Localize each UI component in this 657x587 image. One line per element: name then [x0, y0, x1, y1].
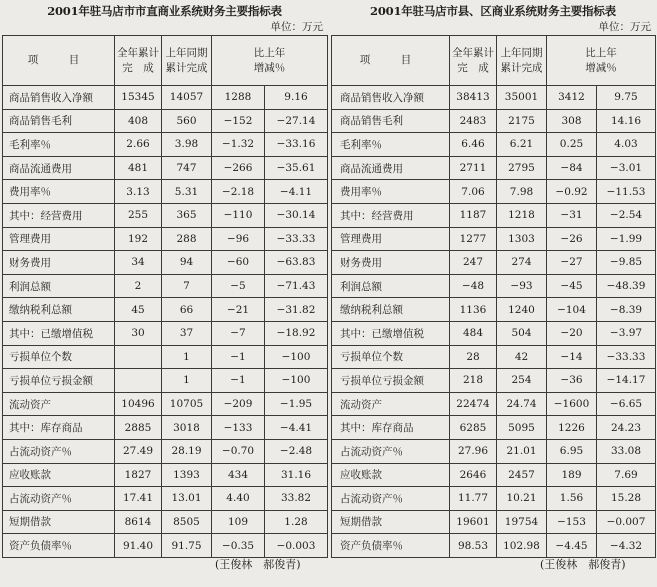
change-percent: −48.39 — [597, 274, 656, 298]
row-label: 其中：经营费用 — [332, 203, 450, 227]
change-amount: −1 — [212, 369, 265, 393]
row-label: 短期借款 — [332, 510, 450, 534]
row-label: 其中：库存商品 — [332, 416, 450, 440]
row-label: 亏损单位个数 — [3, 345, 115, 369]
table-row — [332, 203, 656, 227]
row-label: 其中：已缴增值税 — [332, 321, 450, 345]
previous-year-value: 35001 — [497, 86, 547, 110]
table-row — [3, 463, 328, 487]
change-percent: −2.48 — [265, 439, 328, 463]
right-table-panel — [331, 4, 655, 558]
cumulative-value: 22474 — [450, 392, 497, 416]
cumulative-value: 481 — [115, 156, 162, 180]
cumulative-value: 19601 — [450, 510, 497, 534]
change-percent: −18.92 — [265, 321, 328, 345]
cumulative-value: 45 — [115, 298, 162, 322]
table-row — [3, 416, 328, 440]
previous-year-value: 560 — [162, 109, 212, 133]
previous-year-value: 102.98 — [497, 534, 547, 558]
change-amount: 3412 — [547, 86, 597, 110]
change-amount: −5 — [212, 274, 265, 298]
row-label: 管理费用 — [332, 227, 450, 251]
previous-year-value: 274 — [497, 251, 547, 275]
change-percent: 1.28 — [265, 510, 328, 534]
table-row — [332, 133, 656, 157]
right-table-body — [332, 86, 656, 558]
previous-year-header-line1: 上年同期 — [165, 46, 208, 59]
row-label: 管理费用 — [3, 227, 115, 251]
change-percent: 15.28 — [597, 487, 656, 511]
change-amount: −209 — [212, 392, 265, 416]
cumulative-header-line1: 全年累计 — [117, 46, 159, 59]
item-header: 项 目 — [3, 36, 115, 86]
row-label: 利润总额 — [3, 274, 115, 298]
change-percent: 9.75 — [597, 86, 656, 110]
cumulative-value: 6.46 — [450, 133, 497, 157]
previous-year-value: 91.75 — [162, 534, 212, 558]
change-percent: 33.82 — [265, 487, 328, 511]
change-header-line1: 比上年 — [253, 46, 286, 59]
change-amount: −84 — [547, 156, 597, 180]
table-row — [3, 156, 328, 180]
previous-year-value: 1393 — [162, 463, 212, 487]
change-amount: −45 — [547, 274, 597, 298]
row-label: 流动资产 — [332, 392, 450, 416]
cumulative-value: 1277 — [450, 227, 497, 251]
cumulative-value: 6285 — [450, 416, 497, 440]
cumulative-value: 91.40 — [115, 534, 162, 558]
row-label: 商品销售收入净额 — [332, 86, 450, 110]
cumulative-value: 8614 — [115, 510, 162, 534]
change-amount: −110 — [212, 203, 265, 227]
change-percent: 7.69 — [597, 463, 656, 487]
left-table-body — [3, 86, 328, 558]
change-amount: −153 — [547, 510, 597, 534]
cumulative-value: 7.06 — [450, 180, 497, 204]
previous-year-value: 6.21 — [497, 133, 547, 157]
cumulative-header-line1: 全年累计 — [452, 46, 494, 59]
change-percent: −31.82 — [265, 298, 328, 322]
previous-year-value: 1 — [162, 369, 212, 393]
change-percent: −4.32 — [597, 534, 656, 558]
left-footer-authors: (王俊林 郝俊青) — [215, 558, 301, 571]
previous-year-header-line2: 累计完成 — [165, 61, 208, 74]
row-label: 占流动资产％ — [332, 439, 450, 463]
change-amount: 109 — [212, 510, 265, 534]
change-amount: −31 — [547, 203, 597, 227]
previous-year-value: 1240 — [497, 298, 547, 322]
change-percent: −4.41 — [265, 416, 328, 440]
right-footer-authors: (王俊林 郝俊青) — [540, 558, 626, 571]
change-percent: −35.61 — [265, 156, 328, 180]
previous-year-value: 747 — [162, 156, 212, 180]
change-percent: −30.14 — [265, 203, 328, 227]
previous-year-value: 19754 — [497, 510, 547, 534]
previous-year-value: 8505 — [162, 510, 212, 534]
table-row — [332, 345, 656, 369]
cumulative-value: 2711 — [450, 156, 497, 180]
change-percent: 31.16 — [265, 463, 328, 487]
right-table-title: 2001年驻马店市县、区商业系统财务主要指标表 — [370, 4, 616, 18]
change-header-line1: 比上年 — [585, 46, 617, 59]
cumulative-value: 38413 — [450, 86, 497, 110]
row-label: 商品销售毛利 — [3, 109, 115, 133]
change-amount: −21 — [212, 298, 265, 322]
table-row — [3, 203, 328, 227]
cumulative-value: 2646 — [450, 463, 497, 487]
change-percent: −11.53 — [597, 180, 656, 204]
row-label: 毛利率％ — [332, 133, 450, 157]
previous-year-value: 13.01 — [162, 487, 212, 511]
table-row — [3, 274, 328, 298]
change-amount: 1.56 — [547, 487, 597, 511]
row-label: 应收账款 — [3, 463, 115, 487]
table-row — [332, 510, 656, 534]
cumulative-value: 15345 — [115, 86, 162, 110]
previous-year-value: 7 — [162, 274, 212, 298]
change-amount: 189 — [547, 463, 597, 487]
cumulative-value: 218 — [450, 369, 497, 393]
row-label: 其中：已缴增值税 — [3, 321, 115, 345]
row-label: 商品流通费用 — [3, 156, 115, 180]
previous-year-value: 5.31 — [162, 180, 212, 204]
change-percent: −71.43 — [265, 274, 328, 298]
cumulative-value: 1187 — [450, 203, 497, 227]
previous-year-value: 42 — [497, 345, 547, 369]
change-percent: −3.97 — [597, 321, 656, 345]
table-row — [3, 321, 328, 345]
table-row — [3, 86, 328, 110]
table-row — [332, 251, 656, 275]
row-label: 毛利率％ — [3, 133, 115, 157]
table-row — [3, 392, 328, 416]
change-amount: −0.92 — [547, 180, 597, 204]
change-percent: −9.85 — [597, 251, 656, 275]
change-amount: −0.70 — [212, 439, 265, 463]
previous-year-value: 7.98 — [497, 180, 547, 204]
previous-year-header — [497, 36, 547, 86]
cumulative-value: 1136 — [450, 298, 497, 322]
item-header: 项 目 — [332, 36, 450, 86]
cumulative-value: 17.41 — [115, 487, 162, 511]
right-unit-label: 单位：万元 — [598, 21, 651, 33]
left-finance-table — [2, 35, 328, 558]
cumulative-value: 98.53 — [450, 534, 497, 558]
cumulative-value: 10496 — [115, 392, 162, 416]
row-label: 亏损单位亏损金额 — [3, 369, 115, 393]
table-row — [3, 133, 328, 157]
left-table-title: 2001年驻马店市市直商业系统财务主要指标表 — [47, 4, 282, 18]
left-header-row — [3, 36, 328, 86]
change-amount: 434 — [212, 463, 265, 487]
cumulative-value: 2885 — [115, 416, 162, 440]
row-label: 缴纳税利总额 — [332, 298, 450, 322]
change-percent: −0.007 — [597, 510, 656, 534]
previous-year-header — [162, 36, 212, 86]
previous-year-value: 2795 — [497, 156, 547, 180]
change-amount: −14 — [547, 345, 597, 369]
previous-year-value: 254 — [497, 369, 547, 393]
table-row — [332, 463, 656, 487]
previous-year-value: 3018 — [162, 416, 212, 440]
row-label: 资产负债率％ — [3, 534, 115, 558]
cumulative-header-line2: 完 成 — [457, 61, 489, 74]
cumulative-value: 34 — [115, 251, 162, 275]
cumulative-value: 2483 — [450, 109, 497, 133]
table-row — [332, 109, 656, 133]
table-row — [3, 439, 328, 463]
change-percent: −33.33 — [597, 345, 656, 369]
cumulative-header — [450, 36, 497, 86]
previous-year-value: 94 — [162, 251, 212, 275]
table-row — [3, 298, 328, 322]
previous-year-value: 14057 — [162, 86, 212, 110]
cumulative-value: 408 — [115, 109, 162, 133]
previous-year-value: 1 — [162, 345, 212, 369]
left-table-panel — [2, 4, 327, 558]
change-amount: 4.40 — [212, 487, 265, 511]
change-amount: −1600 — [547, 392, 597, 416]
cumulative-header — [115, 36, 162, 86]
row-label: 其中：库存商品 — [3, 416, 115, 440]
change-percent: −8.39 — [597, 298, 656, 322]
previous-year-value: 10.21 — [497, 487, 547, 511]
previous-year-value: 365 — [162, 203, 212, 227]
row-label: 其中：经营费用 — [3, 203, 115, 227]
row-label: 财务费用 — [3, 251, 115, 275]
change-header-line2: 增减％ — [253, 61, 286, 74]
table-row — [332, 298, 656, 322]
row-label: 资产负债率％ — [332, 534, 450, 558]
cumulative-value: 11.77 — [450, 487, 497, 511]
row-label: 费用率％ — [3, 180, 115, 204]
row-label: 财务费用 — [332, 251, 450, 275]
previous-year-value: 1303 — [497, 227, 547, 251]
change-amount: −1 — [212, 345, 265, 369]
change-percent: −33.16 — [265, 133, 328, 157]
cumulative-value — [115, 369, 162, 393]
change-amount: −27 — [547, 251, 597, 275]
row-label: 商品销售毛利 — [332, 109, 450, 133]
row-label: 利润总额 — [332, 274, 450, 298]
table-row — [3, 369, 328, 393]
previous-year-value: 66 — [162, 298, 212, 322]
left-unit-label: 单位：万元 — [270, 21, 323, 33]
table-row — [3, 510, 328, 534]
previous-year-value: 24.74 — [497, 392, 547, 416]
row-label: 缴纳税利总额 — [3, 298, 115, 322]
cumulative-value: 28 — [450, 345, 497, 369]
table-row — [332, 180, 656, 204]
change-amount: −133 — [212, 416, 265, 440]
previous-year-value: 5095 — [497, 416, 547, 440]
cumulative-value: 27.49 — [115, 439, 162, 463]
row-label: 短期借款 — [3, 510, 115, 534]
table-row — [332, 369, 656, 393]
previous-year-value: 2175 — [497, 109, 547, 133]
change-amount: −104 — [547, 298, 597, 322]
change-header — [212, 36, 328, 86]
previous-year-value: 288 — [162, 227, 212, 251]
cumulative-value: 255 — [115, 203, 162, 227]
change-percent: 9.16 — [265, 86, 328, 110]
cumulative-value: 1827 — [115, 463, 162, 487]
table-row — [3, 227, 328, 251]
row-label: 商品流通费用 — [332, 156, 450, 180]
table-row — [332, 227, 656, 251]
change-amount: −4.45 — [547, 534, 597, 558]
previous-year-value: 3.98 — [162, 133, 212, 157]
change-amount: −60 — [212, 251, 265, 275]
previous-year-value: 2457 — [497, 463, 547, 487]
table-row — [332, 321, 656, 345]
change-amount: −7 — [212, 321, 265, 345]
table-row — [332, 534, 656, 558]
table-row — [332, 487, 656, 511]
table-row — [332, 439, 656, 463]
change-amount: −152 — [212, 109, 265, 133]
cumulative-header-line2: 完 成 — [122, 61, 154, 74]
row-label: 占流动资产％ — [3, 439, 115, 463]
change-percent: −100 — [265, 345, 328, 369]
change-amount: 6.95 — [547, 439, 597, 463]
table-row — [3, 345, 328, 369]
change-percent: −3.01 — [597, 156, 656, 180]
change-header — [547, 36, 656, 86]
table-row — [332, 86, 656, 110]
row-label: 占流动资产％ — [332, 487, 450, 511]
cumulative-value: 27.96 — [450, 439, 497, 463]
table-row — [3, 487, 328, 511]
change-amount: 1288 — [212, 86, 265, 110]
change-percent: −63.83 — [265, 251, 328, 275]
change-percent: −27.14 — [265, 109, 328, 133]
row-label: 亏损单位个数 — [332, 345, 450, 369]
change-amount: −2.18 — [212, 180, 265, 204]
table-row — [332, 392, 656, 416]
row-label: 费用率％ — [332, 180, 450, 204]
change-amount: 1226 — [547, 416, 597, 440]
change-percent: 4.03 — [597, 133, 656, 157]
change-amount: −0.35 — [212, 534, 265, 558]
change-percent: −6.65 — [597, 392, 656, 416]
previous-year-header-line2: 累计完成 — [500, 61, 543, 74]
previous-year-value: 28.19 — [162, 439, 212, 463]
previous-year-value: 37 — [162, 321, 212, 345]
change-percent: −14.17 — [597, 369, 656, 393]
change-amount: −1.32 — [212, 133, 265, 157]
change-percent: −2.54 — [597, 203, 656, 227]
cumulative-value: 484 — [450, 321, 497, 345]
change-percent: 33.08 — [597, 439, 656, 463]
right-header-row — [332, 36, 656, 86]
change-percent: −0.003 — [265, 534, 328, 558]
cumulative-value: −48 — [450, 274, 497, 298]
cumulative-value: 30 — [115, 321, 162, 345]
previous-year-value: 504 — [497, 321, 547, 345]
table-row — [332, 274, 656, 298]
change-amount: −266 — [212, 156, 265, 180]
change-amount: −96 — [212, 227, 265, 251]
change-amount: 0.25 — [547, 133, 597, 157]
row-label: 亏损单位亏损金额 — [332, 369, 450, 393]
change-percent: 24.23 — [597, 416, 656, 440]
change-amount: −36 — [547, 369, 597, 393]
table-row — [332, 416, 656, 440]
table-row — [3, 251, 328, 275]
table-row — [332, 156, 656, 180]
cumulative-value: 192 — [115, 227, 162, 251]
change-percent: −1.99 — [597, 227, 656, 251]
row-label: 商品销售收入净额 — [3, 86, 115, 110]
table-row — [3, 180, 328, 204]
table-row — [3, 109, 328, 133]
previous-year-header-line1: 上年同期 — [500, 46, 543, 59]
row-label: 应收账款 — [332, 463, 450, 487]
cumulative-value: 2.66 — [115, 133, 162, 157]
change-percent: −1.95 — [265, 392, 328, 416]
previous-year-value: 21.01 — [497, 439, 547, 463]
previous-year-value: 10705 — [162, 392, 212, 416]
change-amount: 308 — [547, 109, 597, 133]
change-percent: −33.33 — [265, 227, 328, 251]
cumulative-value: 2 — [115, 274, 162, 298]
cumulative-value — [115, 345, 162, 369]
previous-year-value: −93 — [497, 274, 547, 298]
table-row — [3, 534, 328, 558]
cumulative-value: 247 — [450, 251, 497, 275]
change-percent: 14.16 — [597, 109, 656, 133]
cumulative-value: 3.13 — [115, 180, 162, 204]
change-percent: −4.11 — [265, 180, 328, 204]
change-header-line2: 增减％ — [585, 61, 617, 74]
change-amount: −26 — [547, 227, 597, 251]
right-finance-table — [331, 35, 656, 558]
row-label: 流动资产 — [3, 392, 115, 416]
change-percent: −100 — [265, 369, 328, 393]
previous-year-value: 1218 — [497, 203, 547, 227]
change-amount: −20 — [547, 321, 597, 345]
row-label: 占流动资产％ — [3, 487, 115, 511]
